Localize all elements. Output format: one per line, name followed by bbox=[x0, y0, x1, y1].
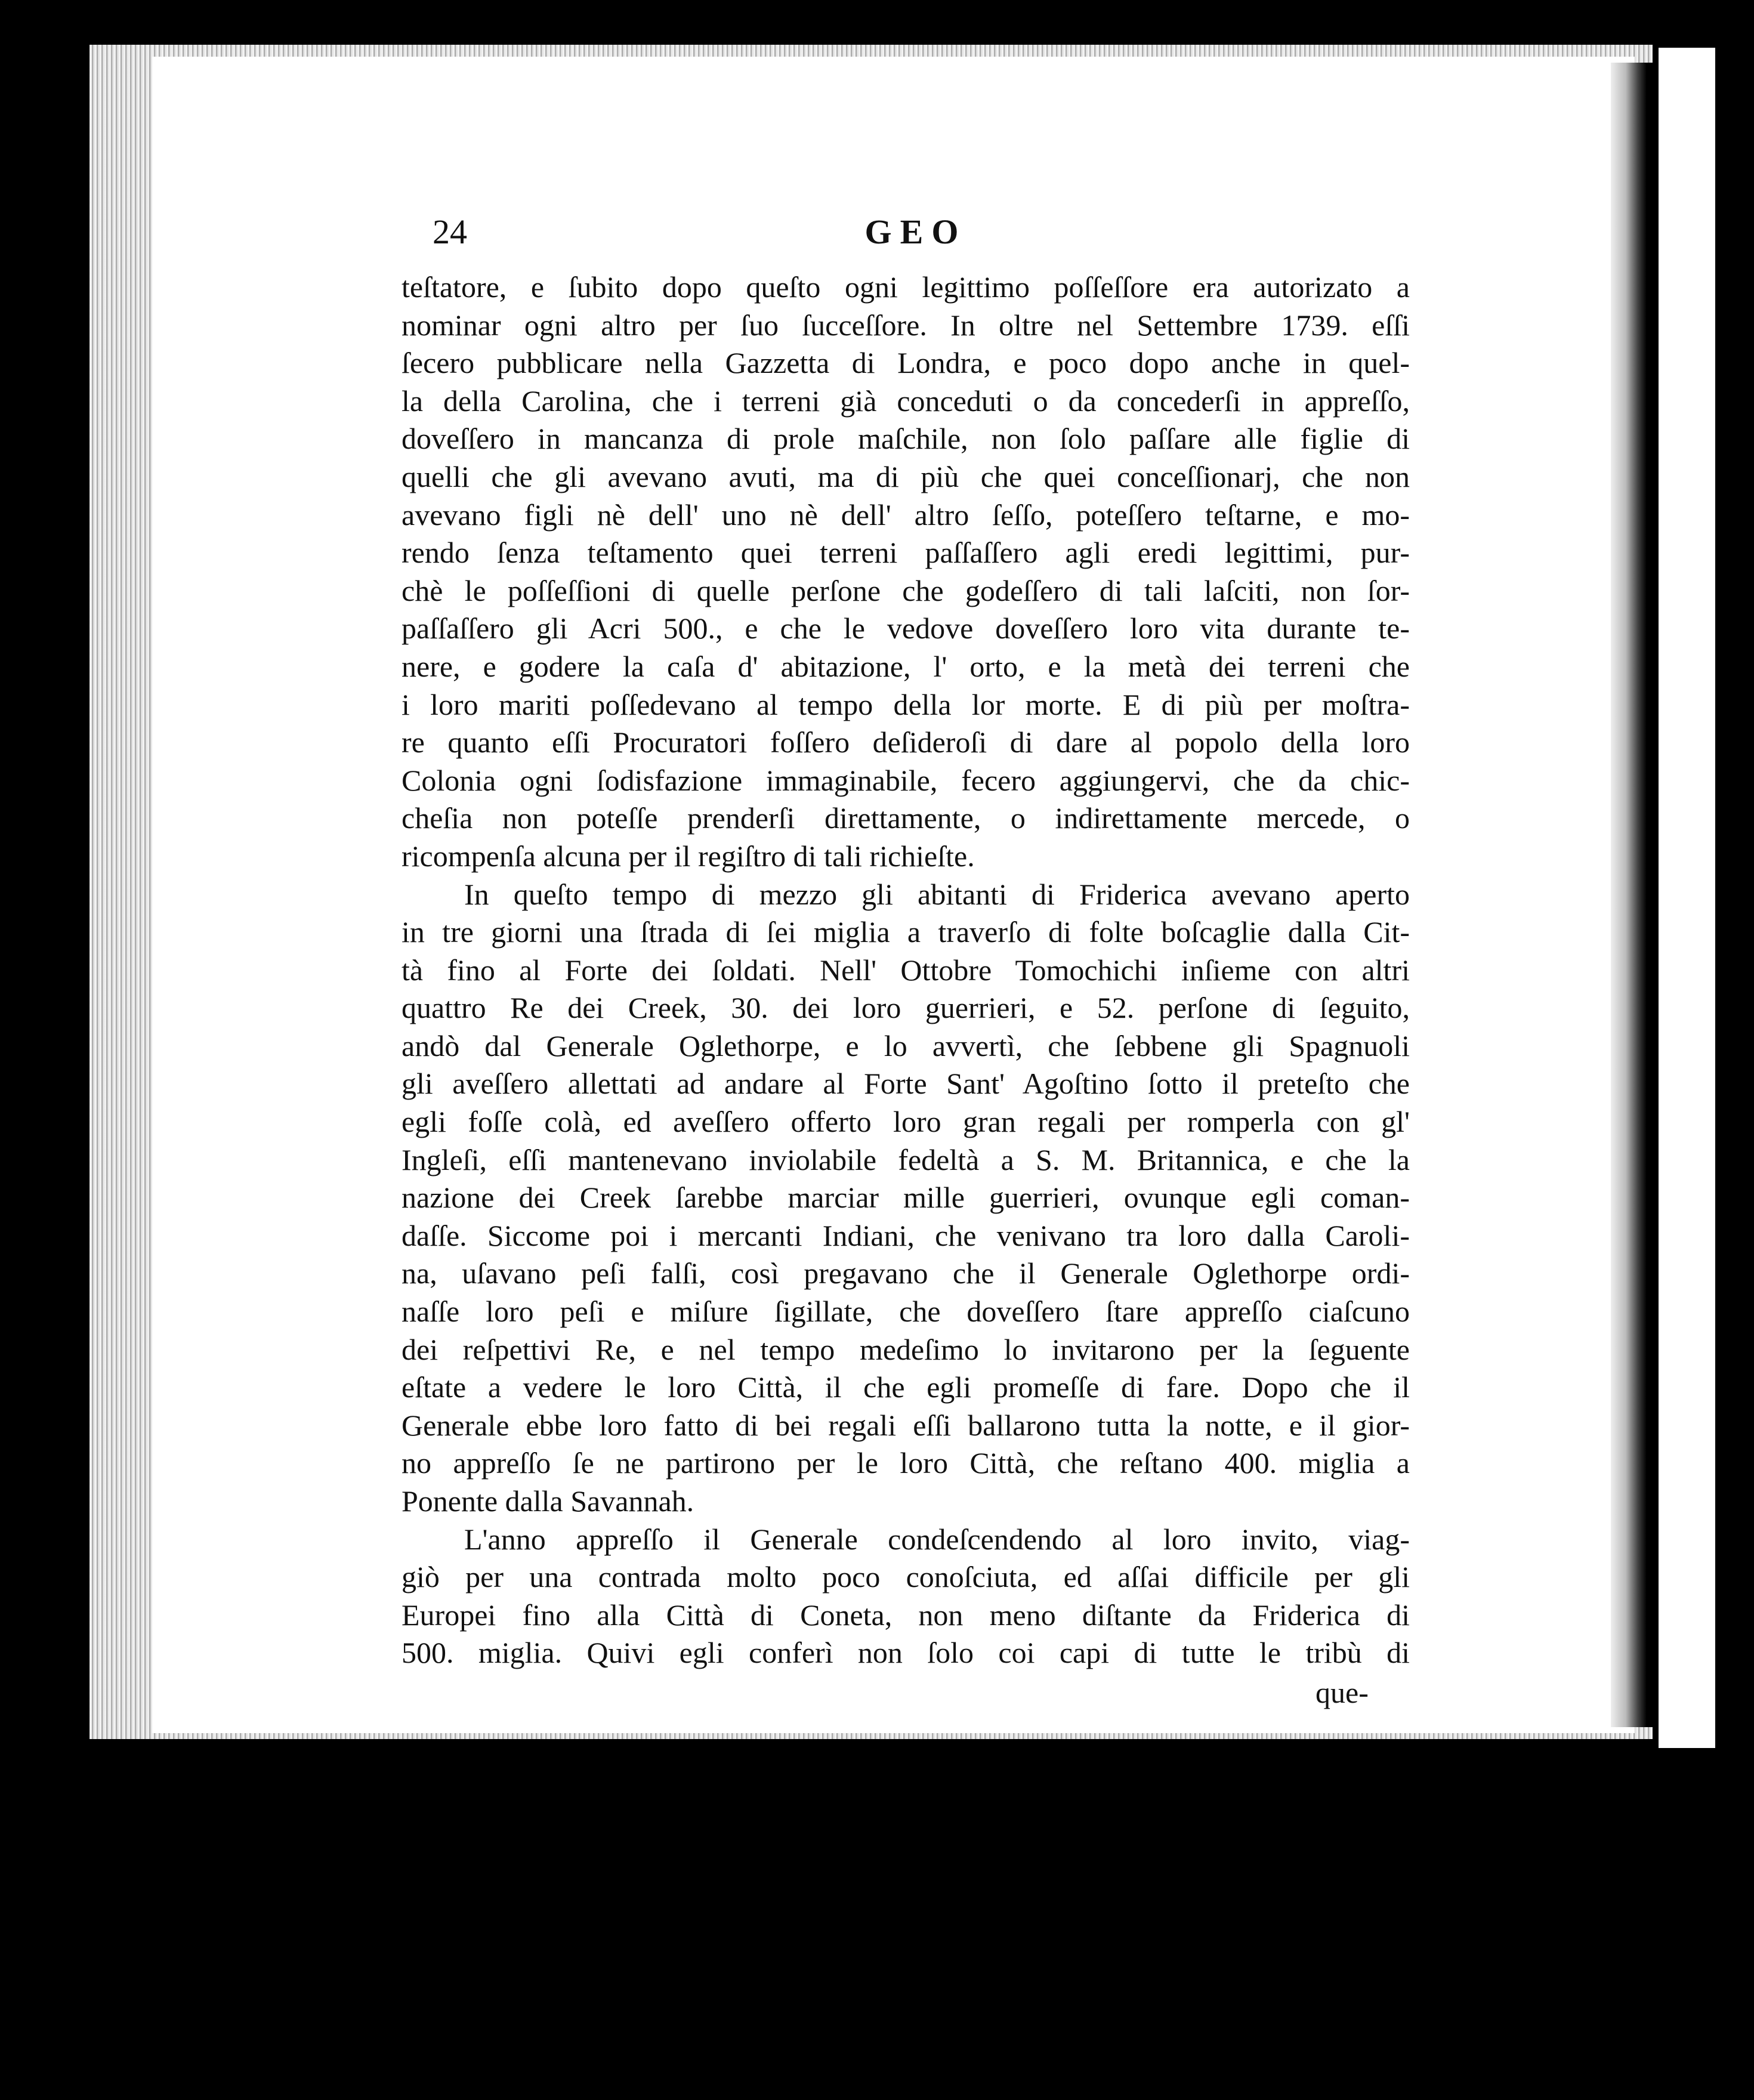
text-line: Ponente dalla Savannah. bbox=[402, 1484, 694, 1518]
text-line: quattro Re dei Creek, 30. dei loro guerrieri, e 52. perſone di ſeguito, bbox=[402, 991, 1410, 1025]
text-line: teſtatore, e ſubito dopo queſto ogni legittimo poſſeſſore era autorizato a bbox=[402, 270, 1410, 304]
catchword: que- bbox=[1316, 1676, 1369, 1709]
text-line: rendo ſenza teſtamento quei terreni paſſaſſero agli eredi legittimi, pur- bbox=[402, 536, 1410, 570]
text-line: tà fino al Forte dei ſoldati. Nell' Ottobre Tomochichi inſieme con altri bbox=[402, 953, 1410, 987]
text-line: giò per una contrada molto poco conoſciuta, ed aſſai difficile per gli bbox=[402, 1560, 1410, 1594]
text-line: ſecero pubblicare nella Gazzetta di Londra, e poco dopo anche in quel- bbox=[402, 346, 1410, 380]
text-line: dei reſpettivi Re, e nel tempo medeſimo lo invitarono per la ſeguente bbox=[402, 1332, 1410, 1366]
text-line: daſſe. Siccome poi i mercanti Indiani, che venivano tra loro dalla Caroli- bbox=[402, 1218, 1410, 1252]
text-line: Ingleſi, eſſi mantenevano inviolabile fedeltà a S. M. Britannica, e che la bbox=[402, 1142, 1410, 1176]
text-line: na, uſavano peſi falſi, così pregavano che il Generale Oglethorpe ordi- bbox=[402, 1256, 1410, 1290]
text-line: nazione dei Creek ſarebbe marciar mille guerrieri, ovunque egli coman- bbox=[402, 1181, 1410, 1215]
text-line: in tre giorni una ſtrada di ſei miglia a traverſo di folte boſcaglie dalla Cit- bbox=[402, 915, 1410, 949]
running-title: GEO bbox=[864, 212, 967, 251]
text-line: doveſſero in mancanza di prole maſchile, non ſolo paſſare alle figlie di bbox=[402, 422, 1410, 456]
text-line: paſſaſſero gli Acri 500., e che le vedove doveſſero loro vita durante te- bbox=[402, 612, 1410, 646]
text-line: Europei fino alla Città di Coneta, non meno diſtante da Friderica di bbox=[402, 1598, 1410, 1632]
text-line: chè le poſſeſſioni di quelle perſone che godeſſero di tali laſciti, non ſor- bbox=[402, 573, 1410, 607]
page-gutter-shadow bbox=[1611, 63, 1653, 1727]
text-line: la della Carolina, che i terreni già conceduti o da concederſi in appreſſo, bbox=[402, 384, 1410, 418]
text-line: quelli che gli avevano avuti, ma di più che quei conceſſionarj, che non bbox=[402, 459, 1410, 493]
text-line: In queſto tempo di mezzo gli abitanti di Friderica avevano aperto bbox=[464, 877, 1410, 911]
text-line: gli aveſſero allettati ad andare al Forte Sant' Agoſtino ſotto il preteſto che bbox=[402, 1067, 1410, 1101]
text-line: andò dal Generale Oglethorpe, e lo avvertì, che ſebbene gli Spagnuoli bbox=[402, 1029, 1410, 1063]
text-line: avevano figli nè dell' uno nè dell' altro ſeſſo, poteſſero teſtarne, e mo- bbox=[402, 498, 1410, 532]
text-line: naſſe loro peſi e miſure ſigillate, che doveſſero ſtare appreſſo ciaſcuno bbox=[402, 1295, 1410, 1329]
text-line: re quanto eſſi Procuratori foſſero deſideroſi di dare al popolo della loro bbox=[402, 725, 1410, 759]
text-line: Generale ebbe loro fatto di bei regali eſſi ballarono tutta la notte, e il gior- bbox=[402, 1408, 1410, 1442]
text-line: eſtate a vedere le loro Città, il che egli promeſſe di fare. Dopo che il bbox=[402, 1370, 1410, 1404]
text-line: ricompenſa alcuna per il regiſtro di tali richieſte. bbox=[402, 839, 975, 873]
page-number: 24 bbox=[433, 212, 467, 251]
text-line: i loro mariti poſſedevano al tempo della lor morte. E di più per moſtra- bbox=[402, 687, 1410, 721]
text-line: Colonia ogni ſodisfazione immaginabile, fecero aggiungervi, che da chic- bbox=[402, 763, 1410, 797]
text-line: 500. miglia. Quivi egli conferì non ſolo coi capi di tutte le tribù di bbox=[402, 1636, 1410, 1670]
body-text bbox=[402, 268, 1410, 1672]
facing-page-strip bbox=[1659, 48, 1715, 1748]
text-line: no appreſſo ſe ne partirono per le loro Città, che reſtano 400. miglia a bbox=[402, 1446, 1410, 1480]
running-head bbox=[433, 212, 1399, 260]
text-line: nominar ogni altro per ſuo ſucceſſore. In oltre nel Settembre 1739. eſſi bbox=[402, 308, 1410, 342]
text-line: L'anno appreſſo il Generale condeſcendendo al loro invito, viag- bbox=[464, 1522, 1410, 1556]
text-line: egli foſſe colà, ed aveſſero offerto loro gran regali per romperla con gl' bbox=[402, 1105, 1410, 1139]
text-line: cheſia non poteſſe prenderſi direttamente, o indirettamente mercede, o bbox=[402, 801, 1410, 835]
text-line: nere, e godere la caſa d' abitazione, l' orto, e la metà dei terreni che bbox=[402, 649, 1410, 683]
